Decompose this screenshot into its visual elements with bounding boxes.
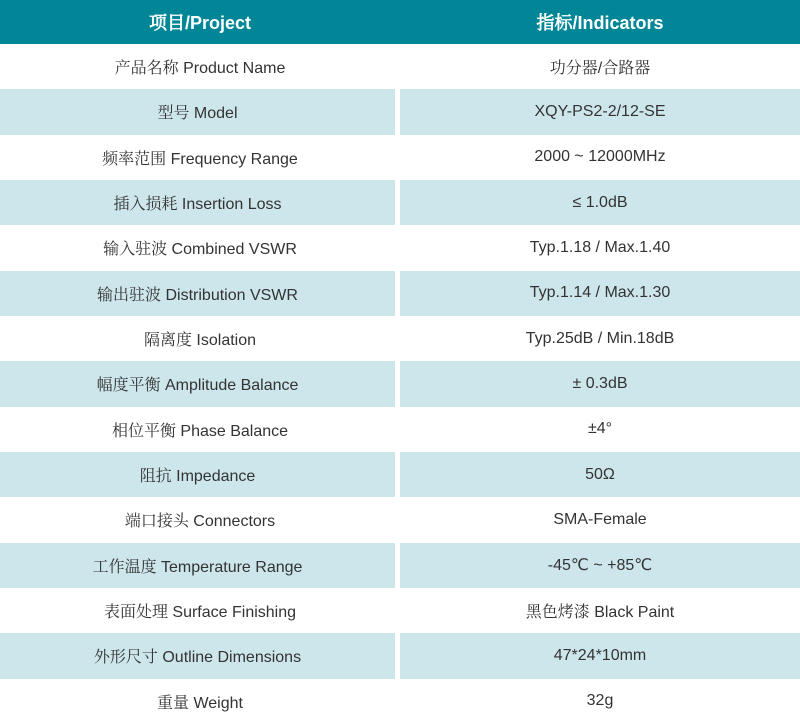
spec-row-frequency-range [0,135,800,180]
spec-row-phase-balance [0,407,800,452]
spec-value: Typ.25dB / Min.18dB [525,329,675,347]
header-indicators: 指标/Indicators [536,13,664,33]
spec-row-combined-vswr [0,225,800,270]
spec-value: Typ.1.18 / Max.1.40 [529,238,671,256]
spec-row-impedance [0,452,800,497]
spec-value: SMA-Female [553,510,647,528]
spec-row-distribution-vswr [0,271,800,316]
spec-label: 产品名称 Product Name [114,60,286,78]
spec-label: 输入驻波 Combined VSWR [103,241,297,259]
spec-label: 工作温度 Temperature Range [0,543,400,588]
spec-value: ± 0.3dB [572,374,628,392]
spec-label: 幅度平衡 Amplitude Balance [0,361,400,406]
table-header-row [0,0,800,44]
spec-value: ±4° [587,420,613,438]
spec-label: 输出驻波 Distribution VSWR [0,271,400,316]
spec-row-temperature-range [0,543,800,588]
spec-row-model [0,89,800,134]
spec-row-connectors [0,497,800,542]
spec-value: -45℃ ~ +85℃ [547,557,653,575]
spec-label: 型号 Model [0,89,400,134]
spec-row-weight [0,679,800,724]
spec-value: 功分器/合路器 [549,60,651,78]
spec-row-insertion-loss [0,180,800,225]
spec-value: 黑色烤漆 Black Paint [525,604,675,622]
spec-label: 隔离度 Isolation [143,332,257,350]
spec-label: 重量 Weight [157,694,243,712]
spec-value: 32g [586,692,614,710]
spec-row-surface-finishing [0,588,800,633]
spec-value: 50Ω [585,465,615,483]
spec-value: 2000 ~ 12000MHz [534,148,666,166]
spec-label: 阻抗 Impedance [0,452,400,497]
header-project: 项目/Project [148,13,252,33]
spec-label: 外形尺寸 Outline Dimensions [0,633,400,678]
spec-row-amplitude-balance [0,361,800,406]
spec-label: 相位平衡 Phase Balance [111,422,289,440]
spec-value: Typ.1.14 / Max.1.30 [529,284,671,302]
spec-value: 47*24*10mm [553,646,647,664]
spec-label: 插入损耗 Insertion Loss [0,180,400,225]
spec-row-isolation [0,316,800,361]
spec-label: 频率范围 Frequency Range [102,150,298,168]
spec-label: 表面处理 Surface Finishing [103,604,297,622]
spec-value: ≤ 1.0dB [572,193,628,211]
spec-label: 端口接头 Connectors [124,513,276,531]
spec-row-product-name [0,44,800,89]
spec-value: XQY-PS2-2/12-SE [534,102,666,120]
spec-row-outline-dimensions [0,633,800,678]
